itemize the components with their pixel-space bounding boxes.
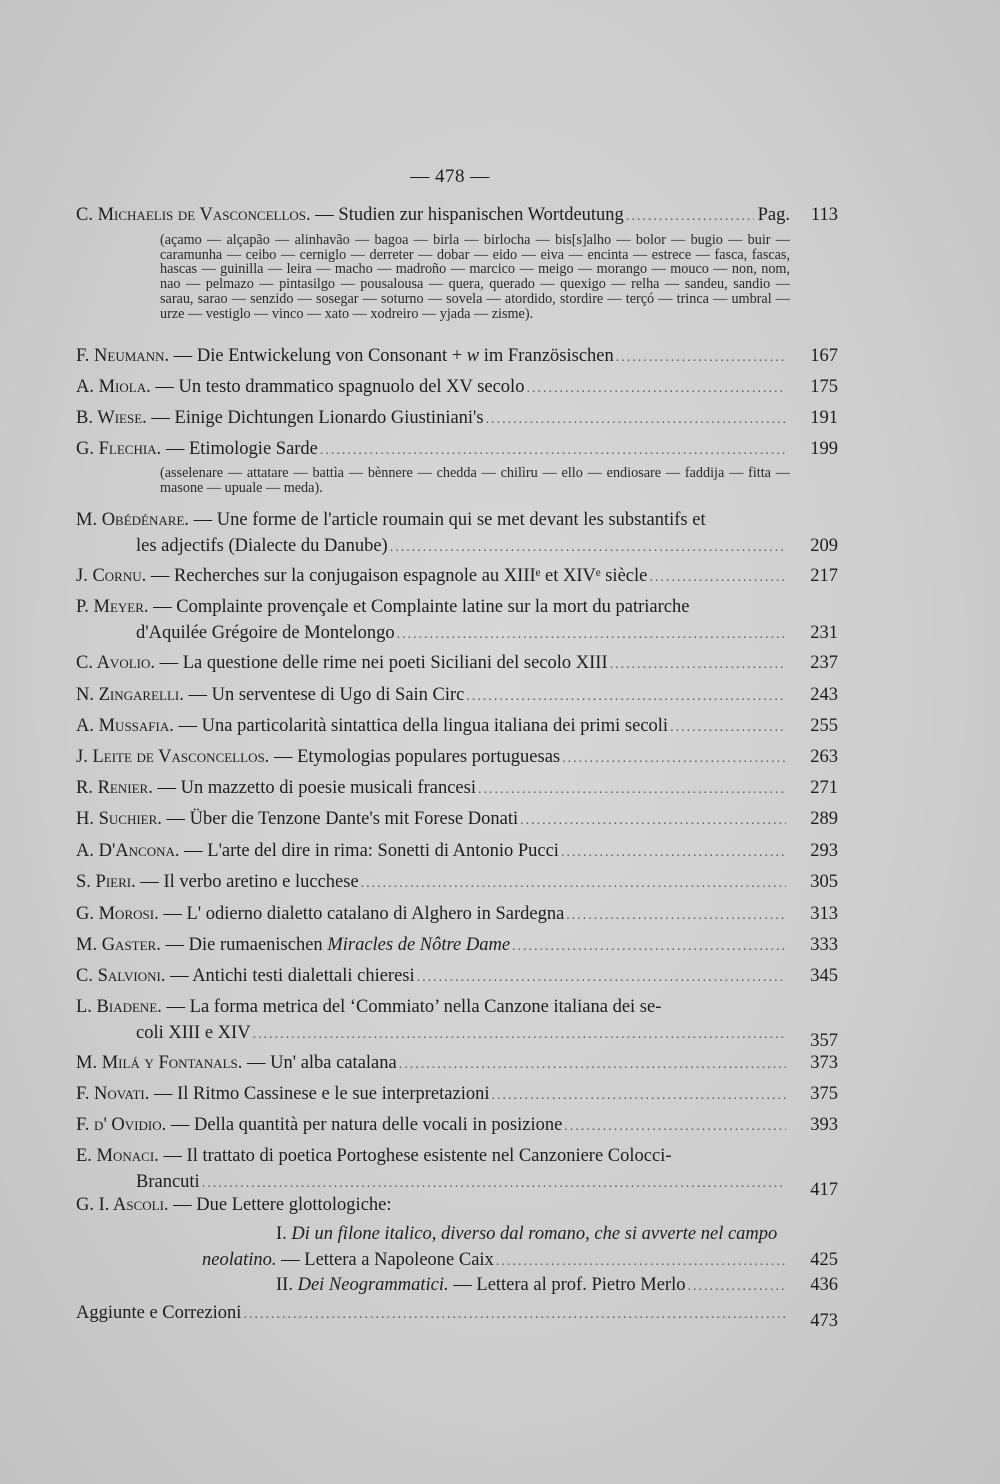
subentry-title-italic: Di un filone italico, diverso dal romano, che si avverte nel campo xyxy=(291,1224,778,1244)
leader-dots xyxy=(417,965,786,991)
entry-author: A. D'Ancona. xyxy=(76,841,180,861)
leader-dots xyxy=(566,903,786,929)
toc-entry xyxy=(76,901,838,929)
entry-title: — Della quantità per natura delle vocali in posizione xyxy=(166,1115,563,1135)
entry-author: L. Biadene. xyxy=(76,997,162,1017)
subentry-page: 425 xyxy=(810,1250,838,1270)
entry-page: 289 xyxy=(810,809,838,829)
leader-dots xyxy=(486,407,786,433)
entry-author: A. Mussafia. xyxy=(76,716,174,736)
leader-dots xyxy=(649,565,786,591)
entry-title: — Il trattato di poetica Portoghese esistente nel Canzoniere Colocci- xyxy=(158,1146,672,1166)
entry-author: F. d' Ovidio. xyxy=(76,1115,167,1135)
entry-author: F. Neumann. xyxy=(76,346,170,366)
entry-title: — Etymologias populares portuguesas xyxy=(269,747,561,767)
entry-title: — La forma metrica del ‘Commiato’ nella Canzone italiana dei se- xyxy=(161,997,662,1017)
entry-page: 293 xyxy=(810,841,838,861)
entry-page: 231 xyxy=(810,623,838,643)
subentry-title-italic: Dei Neogrammatici. xyxy=(297,1275,449,1295)
entry-author: E. Monaci. xyxy=(76,1146,159,1166)
closing-page: 473 xyxy=(810,1311,838,1331)
entry-title: — Etimologie Sarde xyxy=(161,439,318,459)
leader-dots xyxy=(399,1052,786,1078)
toc-entry xyxy=(76,869,838,897)
toc-entry xyxy=(76,1143,838,1200)
leader-dots xyxy=(687,1274,786,1300)
leader-dots xyxy=(397,622,786,648)
toc-entry xyxy=(76,1192,838,1218)
entry-title: — L' odierno dialetto catalano di Alghero in Sardegna xyxy=(158,904,565,924)
toc-entry xyxy=(76,563,838,591)
leader-dots xyxy=(520,808,786,834)
entry-author: M. Obédénare. xyxy=(76,510,190,530)
entry-author: M. Milá y Fontanals. xyxy=(76,1053,243,1073)
entry-page: 271 xyxy=(810,778,838,798)
toc-entry xyxy=(76,838,838,866)
entry-page: 393 xyxy=(810,1115,838,1135)
pag-label: Pag. xyxy=(757,205,790,225)
leader-dots xyxy=(512,934,786,960)
entry-title: — Un mazzetto di poesie musicali francesi xyxy=(152,778,476,798)
subentry-number: I. xyxy=(276,1224,287,1244)
toc-entry xyxy=(76,1081,838,1109)
toc-entry xyxy=(76,713,838,741)
entry-author: N. Zingarelli. xyxy=(76,685,184,705)
leader-dots xyxy=(478,777,786,803)
entry-title-cont: Brancuti xyxy=(136,1172,200,1192)
entry-title: — Antichi testi dialettali chieresi xyxy=(165,966,415,986)
entry-page: 373 xyxy=(810,1053,838,1073)
entry-page: 345 xyxy=(810,966,838,986)
subentry-cont: — Lettera a Napoleone Caix xyxy=(276,1250,494,1270)
entry-title: — Il Ritmo Cassinese e le sue interpretazioni xyxy=(149,1084,490,1104)
toc-subentry xyxy=(76,1272,838,1300)
leader-dots xyxy=(626,204,754,230)
entry-title-cont: d'Aquilée Grégoire de Montelongo xyxy=(136,623,395,643)
entry-title: — Complainte provençale et Complainte latine sur la mort du patriarche xyxy=(148,597,690,617)
entry-author: G. Morosi. xyxy=(76,904,159,924)
entry-title-cont: coli XIII e XIV xyxy=(136,1023,251,1043)
subentry-title: — Lettera al prof. Pietro Merlo xyxy=(448,1275,686,1295)
entry-keywords: (açamo — alçapão — alinhavão — bagoa — birla — birlocha — bis[s]alho — bolor — bugio — buir — caramunha — ceibo — cerniglo — derreter — dobar — eido — eiva — encinta — estrece — fasca, fascas, hascas — guinilla — leira — macho — madroño — marcico — meigo — morango — mouco — non, nom, nao — pelmazo — pintasilgo — pousalousa — quera, querado — quexigo — relha — sandeu, sandio — sarau, sarao — senzido — sosegar — soturno — sovela — atordido, stordire — terçó — trinca — umbral — urze — vestiglo — vinco — xato — xodreiro — yjada — zisme). xyxy=(160,232,790,322)
toc-entry xyxy=(76,594,838,648)
leader-dots xyxy=(466,684,786,710)
entry-author: G. Flechia. xyxy=(76,439,162,459)
entry-page: 113 xyxy=(810,205,838,225)
leader-dots xyxy=(564,1114,786,1140)
toc-entry xyxy=(76,650,838,678)
toc-entry xyxy=(76,436,838,464)
entry-title-italic: w xyxy=(466,346,480,366)
toc-entry xyxy=(76,775,838,803)
toc-subentry xyxy=(76,1221,838,1275)
entry-title: — Die Entwickelung von Consonant + xyxy=(169,346,467,366)
leader-dots xyxy=(361,871,786,897)
toc-entry xyxy=(76,1050,838,1078)
entry-title: — Il verbo aretino e lucchese xyxy=(135,872,359,892)
entry-page: 199 xyxy=(810,439,838,459)
entry-author: A. Miola. xyxy=(76,377,151,397)
entry-author: H. Suchier. xyxy=(76,809,162,829)
entry-page: 313 xyxy=(810,904,838,924)
entry-author: C. Michaelis de Vasconcellos. xyxy=(76,205,311,225)
entry-author: C. Salvioni. xyxy=(76,966,166,986)
entry-author: F. Novati. xyxy=(76,1084,150,1104)
toc-entry xyxy=(76,744,838,772)
entry-page: 217 xyxy=(810,566,838,586)
leader-dots xyxy=(526,376,786,402)
entry-author: J. Cornu. xyxy=(76,566,147,586)
leader-dots xyxy=(610,652,786,678)
toc-entry xyxy=(76,1300,838,1331)
entry-title: — Un testo drammatico spagnuolo del XV secolo xyxy=(150,377,525,397)
entry-page: 209 xyxy=(810,536,838,556)
entry-author: G. I. Ascoli. xyxy=(76,1195,169,1215)
entry-page: 417 xyxy=(810,1180,838,1200)
toc-entry xyxy=(76,994,838,1051)
page-number: — 478 — xyxy=(410,166,490,187)
entry-keywords: (asselenare — attatare — battìa — bènnere — chedda — chilìru — ello — endiosare — faddija — fitta — masone — upuale — meda). xyxy=(160,465,790,496)
leader-dots xyxy=(390,535,786,561)
toc-entry xyxy=(76,507,838,561)
entry-title: — Due Lettere glottologiche: xyxy=(168,1195,392,1215)
entry-title: — Die rumaenischen xyxy=(160,935,328,955)
entry-title: — Una particolarità sintattica della lingua italiana dei primi secoli xyxy=(173,716,669,736)
entry-title-end: im Französischen xyxy=(479,346,614,366)
toc-entry xyxy=(76,202,838,230)
leader-dots xyxy=(491,1083,786,1109)
closing-title: Aggiunte e Correzioni xyxy=(76,1303,242,1323)
leader-dots xyxy=(243,1302,786,1328)
entry-author: C. Avolio. xyxy=(76,653,155,673)
entry-title: — La questione delle rime nei poeti Siciliani del secolo XIII xyxy=(155,653,608,673)
entry-author: P. Meyer. xyxy=(76,597,149,617)
entry-author: B. Wiese. xyxy=(76,408,147,428)
subentry-cont-italic: neolatino. xyxy=(202,1250,277,1270)
entry-title: — Un' alba catalana xyxy=(242,1053,397,1073)
entry-title: — Über die Tenzone Dante's mit Forese Donati xyxy=(161,809,519,829)
entry-title: — Un serventese di Ugo di Sain Circ xyxy=(183,685,465,705)
toc-entry xyxy=(76,806,838,834)
entry-author: J. Leite de Vasconcellos. xyxy=(76,747,270,767)
entry-page: 237 xyxy=(810,653,838,673)
subentry-page: 436 xyxy=(810,1275,838,1295)
leader-dots xyxy=(670,715,786,741)
entry-page: 255 xyxy=(810,716,838,736)
entry-title: — L'arte del dire in rima: Sonetti di Antonio Pucci xyxy=(179,841,559,861)
leader-dots xyxy=(562,746,786,772)
entry-author: R. Renier. xyxy=(76,778,153,798)
entry-title: — Studien zur hispanischen Wortdeutung xyxy=(310,205,624,225)
entry-title-italic: Miracles de Nôtre Dame xyxy=(327,935,511,955)
entry-page: 175 xyxy=(810,377,838,397)
entry-page: 357 xyxy=(810,1031,838,1051)
toc-entry xyxy=(76,343,838,371)
subentry-number: II. xyxy=(276,1275,293,1295)
entry-page: 375 xyxy=(810,1084,838,1104)
entry-title: — Einige Dichtungen Lionardo Giustiniani's xyxy=(146,408,484,428)
entry-page: 243 xyxy=(810,685,838,705)
leader-dots xyxy=(253,1022,786,1048)
entry-title: — Une forme de l'article roumain qui se met devant les substantifs et xyxy=(189,510,706,530)
toc-entry xyxy=(76,405,838,433)
entry-author: M. Gaster. xyxy=(76,935,161,955)
leader-dots xyxy=(616,345,786,371)
entry-page: 263 xyxy=(810,747,838,767)
entry-page: 191 xyxy=(810,408,838,428)
leader-dots xyxy=(561,840,786,866)
entry-title: — Recherches sur la conjugaison espagnole au XIIIᵉ et XIVᵉ siècle xyxy=(146,566,648,586)
toc-entry xyxy=(76,1112,838,1140)
toc-entry xyxy=(76,963,838,991)
entry-page: 305 xyxy=(810,872,838,892)
entry-page: 333 xyxy=(810,935,838,955)
entry-title-cont: les adjectifs (Dialecte du Danube) xyxy=(136,536,388,556)
entry-author: S. Pieri. xyxy=(76,872,136,892)
leader-dots xyxy=(320,438,786,464)
toc-entry xyxy=(76,932,838,960)
toc-entry xyxy=(76,374,838,402)
entry-page: 167 xyxy=(810,346,838,366)
toc-entry xyxy=(76,682,838,710)
